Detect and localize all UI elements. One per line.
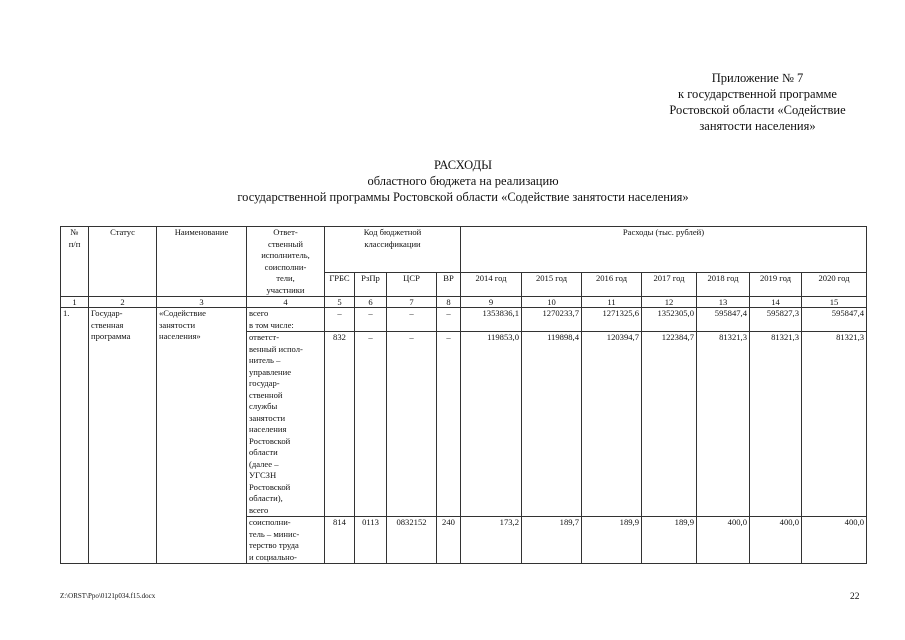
row-value: 595847,4 (802, 308, 867, 332)
row-executor (247, 308, 325, 332)
cell-line: тель – минис- (249, 528, 300, 539)
row-value: 189,7 (522, 517, 582, 564)
row-executor (247, 332, 325, 517)
row-value: 400,0 (802, 517, 867, 564)
title-line: государственной программы Ростовской области «Содействие занятости населения» (237, 190, 689, 204)
cell-line: всего (249, 308, 269, 318)
cell-line: исполнитель, (261, 250, 310, 260)
cell-line: классификации (364, 238, 421, 249)
cell-line: нитель – (249, 355, 281, 365)
row-value: 189,9 (582, 517, 642, 564)
cell-line: ственной (249, 389, 283, 400)
row-num: 1. (61, 308, 89, 564)
budget-table (60, 226, 867, 564)
header-year: 2017 год (642, 273, 697, 297)
row-vr: 240 (437, 517, 461, 564)
document-title (60, 157, 866, 205)
row-rzpr: 0113 (355, 517, 387, 564)
cell-line: населения» (159, 331, 201, 341)
header-csr: ЦСР (387, 273, 437, 297)
row-value: 400,0 (697, 517, 750, 564)
cell-line: УГСЗН (249, 470, 277, 480)
cell-line: Ответ- (273, 227, 298, 237)
row-status (89, 308, 157, 564)
file-path: Z:\ORST\Ppo\0121p034.f15.docx (60, 592, 156, 600)
header-year: 2018 год (697, 273, 750, 297)
header-year: 2016 год (582, 273, 642, 297)
cell-line: государ- (249, 378, 280, 388)
row-value: 189,9 (642, 517, 697, 564)
column-number: 3 (157, 297, 247, 308)
row-value: 120394,7 (582, 332, 642, 517)
row-grbs: 814 (325, 517, 355, 564)
cell-line: терство труда (249, 540, 299, 550)
cell-line: области), (249, 493, 283, 503)
header-expenses: Расходы (тыс. рублей) (461, 227, 867, 273)
column-number: 8 (437, 297, 461, 308)
row-csr: – (387, 332, 437, 517)
header-name: Наименование (157, 227, 247, 297)
row-rzpr: – (355, 308, 387, 332)
header-grbs: ГРБС (325, 273, 355, 297)
row-value: 122384,7 (642, 332, 697, 517)
cell-line: венный испол- (249, 343, 303, 354)
column-number: 4 (247, 297, 325, 308)
header-year: 2014 год (461, 273, 522, 297)
row-value: 1271325,6 (582, 308, 642, 332)
row-value: 400,0 (750, 517, 802, 564)
row-value: 173,2 (461, 517, 522, 564)
cell-line: службы (249, 401, 278, 411)
cell-line: (далее – (249, 458, 279, 469)
cell-line: ответст- (249, 332, 280, 342)
cell-line: ственная (91, 319, 124, 330)
appendix-header (640, 70, 875, 134)
cell-line: Государ- (91, 308, 123, 318)
row-value: 595827,3 (750, 308, 802, 332)
header-row (61, 227, 867, 273)
appendix-line: занятости населения» (699, 119, 816, 133)
header-year: 2020 год (802, 273, 867, 297)
row-rzpr: – (355, 332, 387, 517)
column-number: 9 (461, 297, 522, 308)
cell-line: Ростовской (249, 481, 291, 492)
row-value: 119853,0 (461, 332, 522, 517)
cell-line: и социально- (249, 551, 297, 562)
cell-line: программа (91, 331, 131, 341)
cell-line: населения (249, 424, 287, 434)
title-line: РАСХОДЫ (434, 158, 492, 172)
column-number: 1 (61, 297, 89, 308)
cell-line: Ростовской (249, 435, 291, 446)
cell-line: соисполни- (249, 517, 291, 527)
row-csr: 0832152 (387, 517, 437, 564)
column-number: 7 (387, 297, 437, 308)
row-executor (247, 517, 325, 564)
row-value: 595847,4 (697, 308, 750, 332)
cell-line: всего (249, 504, 269, 515)
cell-line: «Содействие (159, 308, 206, 318)
appendix-line: Ростовской области «Содействие (669, 103, 846, 117)
cell-line: тели, (276, 273, 295, 283)
header-rzpr: РзПр (355, 273, 387, 297)
row-value: 1352305,0 (642, 308, 697, 332)
appendix-line: Приложение № 7 (711, 71, 804, 85)
cell-line: Код бюджетной (363, 227, 422, 237)
cell-line: участники (266, 284, 305, 295)
column-number-row (61, 297, 867, 308)
column-number: 6 (355, 297, 387, 308)
header-budget-code (325, 227, 461, 273)
header-vr: ВР (437, 273, 461, 297)
row-grbs: 832 (325, 332, 355, 517)
cell-line: области (249, 447, 278, 457)
row-value: 81321,3 (750, 332, 802, 517)
page-number: 22 (850, 592, 860, 602)
header-num: № п/п (61, 227, 89, 297)
column-number: 13 (697, 297, 750, 308)
row-value: 1353836,1 (461, 308, 522, 332)
cell-line: в том числе: (249, 319, 294, 330)
row-name (157, 308, 247, 564)
column-number: 14 (750, 297, 802, 308)
row-value: 81321,3 (802, 332, 867, 517)
row-value: 1270233,7 (522, 308, 582, 332)
column-number: 5 (325, 297, 355, 308)
cell-line: управление (249, 366, 292, 377)
cell-line: занятости (249, 412, 286, 423)
row-value: 119898,4 (522, 332, 582, 517)
column-number: 15 (802, 297, 867, 308)
row-vr: – (437, 332, 461, 517)
appendix-line: к государственной программе (678, 87, 837, 101)
header-year: 2019 год (750, 273, 802, 297)
cell-line: соисполни- (264, 261, 307, 272)
row-csr: – (387, 308, 437, 332)
column-number: 10 (522, 297, 582, 308)
row-value: 81321,3 (697, 332, 750, 517)
title-line: областного бюджета на реализацию (367, 174, 559, 188)
cell-line: занятости (159, 319, 196, 330)
row-grbs: – (325, 308, 355, 332)
column-number: 12 (642, 297, 697, 308)
column-number: 2 (89, 297, 157, 308)
cell-line: ственный (268, 238, 303, 249)
header-status: Статус (89, 227, 157, 297)
header-year: 2015 год (522, 273, 582, 297)
row-vr: – (437, 308, 461, 332)
table-row (61, 308, 867, 332)
column-number: 11 (582, 297, 642, 308)
header-executor (247, 227, 325, 297)
